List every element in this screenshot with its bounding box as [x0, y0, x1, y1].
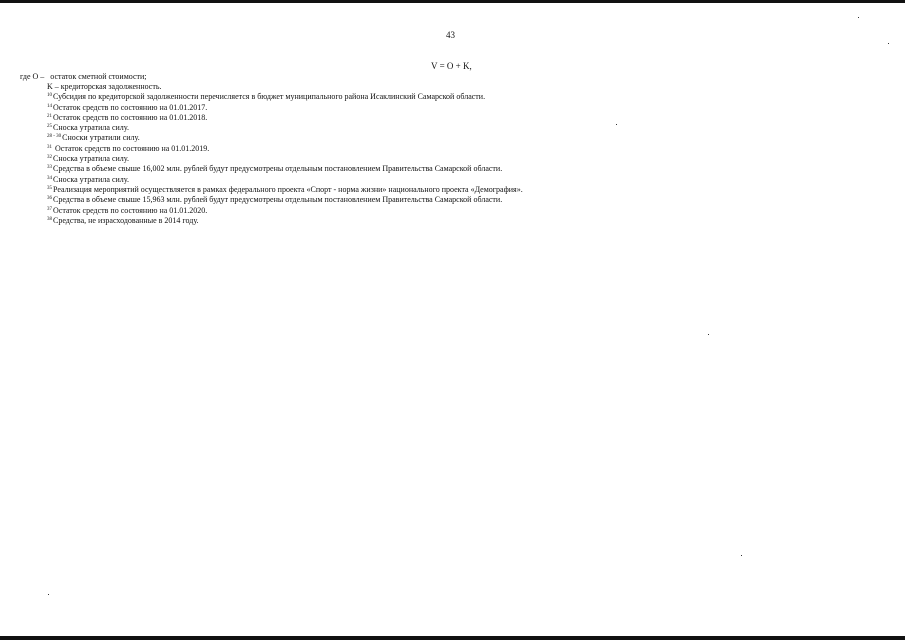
footnote-text: Средства в объеме свыше 16,002 млн. рублей будут предусмотрены отдельным постановлением Правительства Самарской области. [53, 164, 503, 174]
footnote-text: Сноски утратили силу. [62, 133, 140, 143]
footnote [47, 133, 523, 143]
footnote-mark: 31 [47, 144, 52, 150]
where-clause [20, 72, 147, 81]
scan-speck [708, 334, 709, 335]
page-number: 43 [446, 30, 455, 40]
scan-speck [616, 124, 617, 125]
footnote-text: Субсидия по кредиторской задолженности перечисляется в бюджет муниципального района Исаклинский Самарской области. [53, 92, 486, 102]
footnote [47, 216, 523, 226]
footnote-mark: 38 [47, 216, 52, 222]
scan-border-top [0, 0, 905, 3]
scan-speck [888, 43, 889, 44]
footnote-mark: 25 [47, 124, 52, 130]
footnote [47, 185, 523, 195]
footnotes-list [47, 82, 523, 226]
scan-speck [741, 555, 742, 556]
footnote [47, 206, 523, 216]
footnote-text: Средства, не израсходованные в 2014 году. [53, 215, 199, 225]
footnote-mark: 21 [47, 113, 52, 119]
footnote-text: Реализация мероприятий осуществляется в рамках федерального проекта «Спорт - норма жизни» национального проекта «Демография». [53, 184, 523, 194]
footnote-text: Сноска утратила силу. [53, 154, 129, 164]
footnote-mark: 33 [47, 165, 52, 171]
footnote-text: Сноска утратила силу. [53, 174, 129, 184]
footnote-mark: 32 [47, 155, 52, 161]
where-text: остаток сметной стоимости; [50, 72, 147, 81]
footnote-mark: 14 [47, 103, 52, 109]
footnote-mark: 34 [47, 175, 52, 181]
footnote [47, 82, 523, 92]
footnote [47, 175, 523, 185]
footnote-text: Остаток средств по состоянию на 01.01.2017. [53, 102, 208, 112]
footnote [47, 123, 523, 133]
footnote-mark: 36 [47, 196, 52, 202]
where-lead: где O – [20, 72, 45, 81]
footnote [47, 103, 523, 113]
footnote-mark: 28 - 30 [47, 134, 62, 140]
footnote [47, 195, 523, 205]
formula: V = O + K, [431, 61, 472, 71]
footnote [47, 92, 523, 102]
footnote [47, 144, 523, 154]
footnote [47, 154, 523, 164]
footnote-text: K – кредиторская задолженность. [47, 82, 162, 91]
footnote-mark: 10 [47, 93, 52, 99]
footnote-text: Остаток средств по состоянию на 01.01.2020. [53, 205, 208, 215]
footnote-text: Остаток средств по состоянию на 01.01.2018. [53, 112, 208, 122]
footnote [47, 164, 523, 174]
scan-border-bottom [0, 636, 905, 640]
footnote-text: Средства в объеме свыше 15,963 млн. рублей будут предусмотрены отдельным постановлением Правительства Самарской области. [53, 195, 503, 205]
footnote-text: Сноска утратила силу. [53, 123, 129, 133]
scan-speck [858, 17, 859, 18]
footnote-text: Остаток средств по состоянию на 01.01.2019. [53, 143, 210, 153]
footnote [47, 113, 523, 123]
footnote-mark: 37 [47, 206, 52, 212]
scan-speck [48, 594, 49, 595]
footnote-mark: 35 [47, 185, 52, 191]
